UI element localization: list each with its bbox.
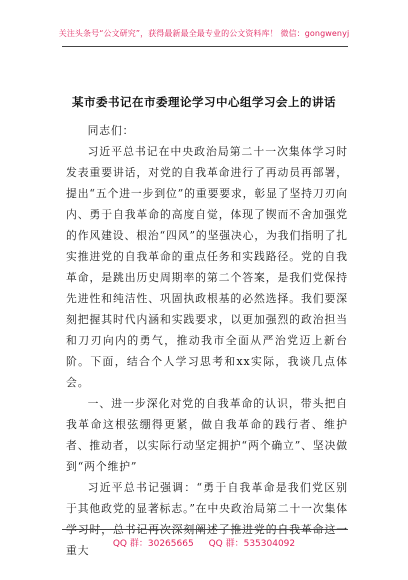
paragraph-intro: 习近平总书记在中央政治局第二十一次集体学习时发表重要讲话，对党的自我革命进行了再动员再部署，提出“五个进一步到位”的重要要求，彰显了坚持刀刃向内、勇于自我革命的高度自觉，体现了锲而不舍加强党的作风建设、根治“四风”的坚强决心，为我们指明了扎实推进党的自我革命的重点任务和实践路径。党的自我革命，是跳出历史周期率的第二个答案，是我们党保持先进性和纯洁性、巩固执政根基的必然选择。我们要深刻把握其时代内涵和实践要求，以更加强烈的政治担当和刀刃向内的勇气，推动我市全面从严治党迈上新台阶。下面，结合个人学习思考和xx实际，我谈几点体会。 (66, 145, 348, 389)
footer-qq-group-2: QQ 群：535304092 (208, 539, 296, 549)
paragraph-section-one-heading: 一、进一步深化对党的自我革命的认识，带头把自我革命这根弦绷得更紧，做自我革命的践行者、维护者、推动者，以实际行动坚定拥护“两个确立”、坚决做到“两个维护” (66, 397, 348, 473)
document-body (66, 120, 348, 561)
paragraph-section-one-body: 习近平总书记强调：“勇于自我革命是我们党区别于其他政党的显著标志。”在中央政治局第二十一次集体学习时，总书记再次深刻阐述了推进党的自我革命这一重大 (66, 481, 348, 557)
banner-text: 关注头条号“公文研究”，获得最新最全最专业的公文资料库！ 微信：gongwenyj (58, 29, 350, 38)
footer-divider (62, 529, 348, 530)
top-banner (0, 0, 408, 58)
footer-qq-group-1: QQ 群：30265665 (112, 539, 194, 549)
footer (0, 536, 408, 549)
header-divider (62, 46, 348, 47)
salutation: 同志们： (87, 124, 135, 137)
document-title: 某市委书记在市委理论学习中心组学习会上的讲话 (72, 95, 336, 109)
